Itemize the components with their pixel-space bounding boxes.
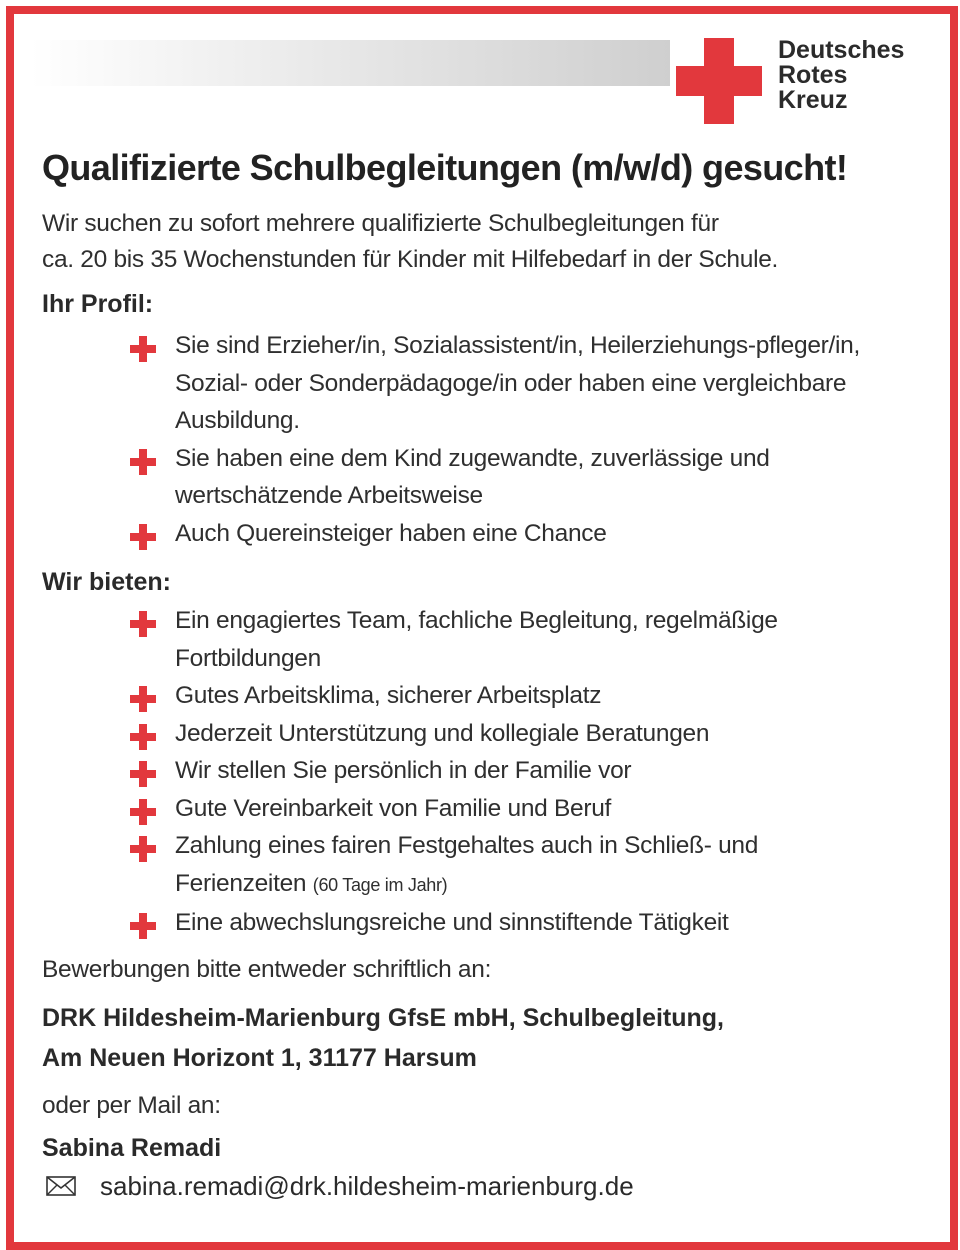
salary-note: (60 Tage im Jahr) — [312, 874, 448, 895]
list-item: Jederzeit Unterstützung und kollegiale Beratungen — [130, 715, 890, 753]
envelope-icon — [46, 1176, 76, 1196]
address-line-2: Am Neuen Horizont 1, 31177 Harsum — [42, 1044, 477, 1072]
intro-line-1: Wir suchen zu sofort mehrere qualifizierte Schulbegleitungen für — [42, 210, 719, 237]
red-cross-bullet-icon — [130, 336, 156, 362]
header-gradient-band — [30, 40, 670, 86]
red-cross-bullet-icon — [130, 524, 156, 550]
list-item: Auch Quereinsteiger haben eine Chance — [130, 515, 890, 553]
list-item: Eine abwechslungsreiche und sinnstiftende Tätigkeit — [130, 904, 890, 942]
red-cross-logo-icon — [676, 38, 762, 124]
address-line-1: DRK Hildesheim-Marienburg GfsE mbH, Schulbegleitung, — [42, 1004, 725, 1032]
list-item: Gutes Arbeitsklima, sicherer Arbeitsplatz — [130, 677, 890, 715]
list-item: Ein engagiertes Team, fachliche Begleitung, regelmäßige Fortbildungen — [130, 602, 890, 677]
profile-heading: Ihr Profil: — [42, 290, 154, 318]
contact-name: Sabina Remadi — [42, 1134, 222, 1162]
list-item: Wir stellen Sie persönlich in der Familie vor — [130, 752, 890, 790]
email-link[interactable]: sabina.remadi@drk.hildesheim-marienburg.de — [100, 1171, 634, 1201]
red-cross-bullet-icon — [130, 611, 156, 637]
list-item: Gute Vereinbarkeit von Familie und Beruf — [130, 790, 890, 828]
logo-line-3: Kreuz — [778, 86, 848, 114]
red-cross-bullet-icon — [130, 913, 156, 939]
list-item: Zahlung eines fairen Festgehaltes auch in Schließ- und Ferienzeiten (60 Tage im Jahr) — [130, 827, 890, 904]
red-cross-bullet-icon — [130, 449, 156, 475]
list-item: Sie haben eine dem Kind zugewandte, zuverlässige und wertschätzende Arbeitsweise — [130, 440, 890, 515]
red-cross-bullet-icon — [130, 836, 156, 862]
red-cross-bullet-icon — [130, 686, 156, 712]
intro-text — [42, 206, 922, 278]
mail-intro: oder per Mail an: — [42, 1092, 221, 1119]
profile-list — [130, 327, 890, 552]
logo-line-1: Deutsches — [778, 36, 905, 64]
logo-wordmark — [778, 38, 904, 113]
offer-list — [130, 602, 890, 942]
red-cross-bullet-icon — [130, 799, 156, 825]
application-intro: Bewerbungen bitte entweder schriftlich an: — [42, 956, 492, 983]
red-cross-bullet-icon — [130, 724, 156, 750]
offer-heading: Wir bieten: — [42, 568, 171, 596]
job-headline: Qualifizierte Schulbegleitungen (m/w/d) gesucht! — [42, 147, 848, 188]
intro-line-2: ca. 20 bis 35 Wochenstunden für Kinder mit Hilfebedarf in der Schule. — [42, 246, 779, 273]
logo-line-2: Rotes — [778, 61, 848, 89]
red-cross-bullet-icon — [130, 761, 156, 787]
list-item: Sie sind Erzieher/in, Sozialassistent/in, Heilerziehungs-pfleger/in, Sozial- oder Sonderpädagoge/in oder haben eine vergleichbare Ausbildung. — [130, 327, 890, 440]
